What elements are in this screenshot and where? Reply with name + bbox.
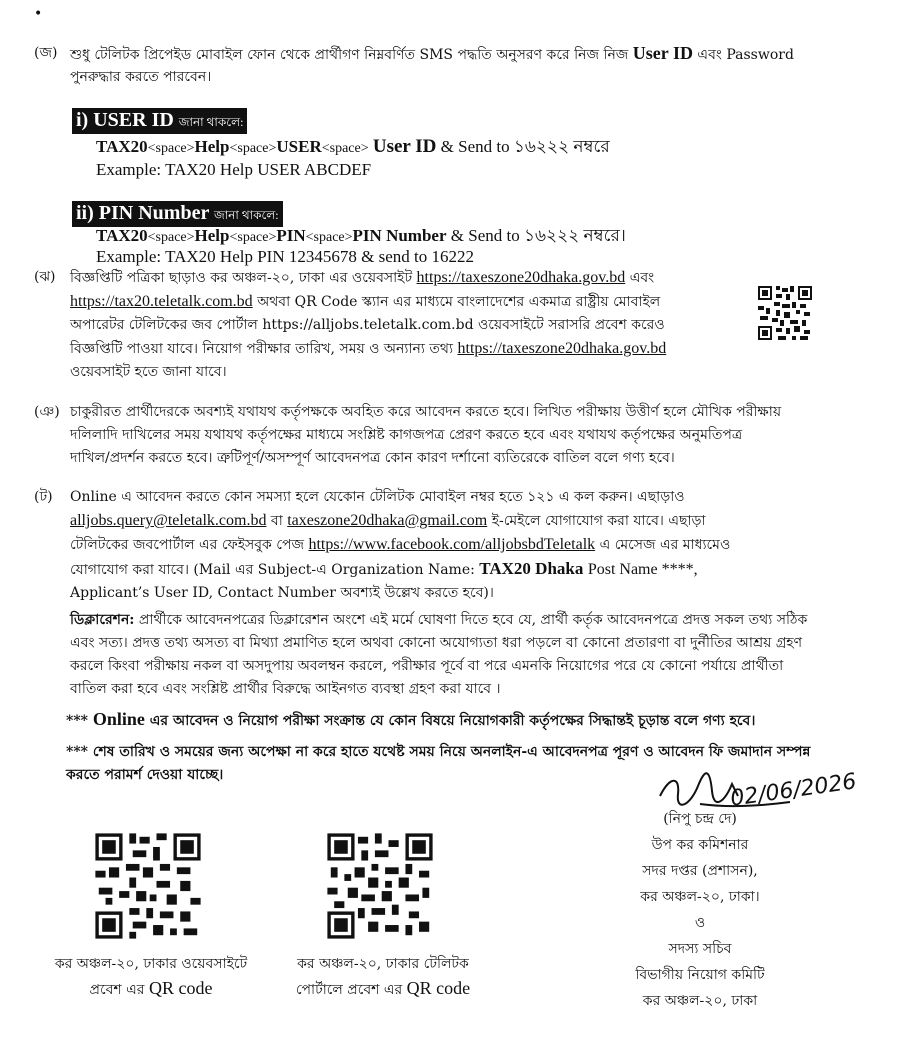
- qr-left-caption-2a: প্রবেশ এর: [89, 982, 145, 998]
- item-ja-text-3: পুনরুদ্ধার করতে পারবেন।: [70, 69, 212, 85]
- note-1-text: এর আবেদন ও নিয়োগ পরীক্ষা সংক্রান্ত যে কোন বিষয়ে নিয়োগকারী কর্তৃপক্ষের সিদ্ধান্তই চূড়ান্ত বলে গণ্য হবে।: [149, 713, 756, 729]
- item-ta-org: TAX20 Dhaka: [479, 559, 584, 578]
- cmd-help: Help: [194, 226, 230, 245]
- declaration-l2: এবং সত্য। প্রদত্ত তথ্য অসত্য বা মিথ্যা প্রমাণিত হলে অথবা কোনো অযোগ্যতা ধরা পড়লে বা কোনো প্রতারণা বা দুর্নীতির আশ্রয় গ্রহণ: [70, 635, 803, 651]
- item-ta-l3b: এ মেসেজ এর মাধ্যমেও: [599, 537, 731, 553]
- section-ii-heading: [72, 201, 283, 227]
- signatory-line-4: ও: [694, 915, 706, 931]
- section-ii-example: [96, 246, 474, 268]
- item-jha-t2: এবং: [629, 270, 655, 286]
- qr-code-teletalk[interactable]: [324, 830, 436, 942]
- item-ta-marker: (ট): [34, 489, 53, 505]
- cmd-space: <space>: [321, 141, 369, 156]
- website-link[interactable]: https://taxeszone20dhaka.gov.bd: [416, 269, 626, 286]
- cmd-send: & Send to ১৬২২২ নম্বরে।: [450, 226, 626, 245]
- cmd-help: Help: [194, 137, 230, 156]
- item-nya-l2: দলিলাদি দাখিলের সময় যথাযথ কর্তৃপক্ষের মাধ্যমে সংশ্লিষ্ট কাগজপত্র প্রেরণ করতে হবে এবং যথাযথ কর্তৃপক্ষের অনুমতিপত্র: [70, 427, 743, 443]
- example-label: Example:: [96, 247, 162, 266]
- qr-right-caption-2a: পোর্টালে প্রবেশ এর: [295, 982, 403, 998]
- cmd-space: <space>: [147, 141, 195, 156]
- section-i-heading-suffix: জানা থাকলে:: [178, 115, 244, 129]
- item-jha-marker: (ঝ): [34, 269, 56, 285]
- note-2-l2: করতে পরামর্শ দেওয়া যাচ্ছে।: [66, 767, 224, 783]
- facebook-link[interactable]: https://www.facebook.com/alljobsbdTeletalk: [308, 536, 596, 553]
- qr-left-caption-1: কর অঞ্চল-২০, ঢাকার ওয়েবসাইটে: [54, 956, 248, 972]
- signatory-line-3: কর অঞ্চল-২০, ঢাকা।: [640, 889, 760, 905]
- note-2-l1: শেষ তারিখ ও সময়ের জন্য অপেক্ষা না করে হাতে যথেষ্ট সময় নিয়ে অনলাইন-এ আবেদনপত্র পূরণ ও আবেদন ফি জমাদান সম্পন্ন: [92, 744, 811, 760]
- note-1-stars: ***: [66, 713, 88, 729]
- declaration-l4: বাতিল করা হবে এবং সংশ্লিষ্ট প্রার্থীর বিরুদ্ধে আইনগত ব্যবস্থা গ্রহণ করা যাবে ।: [70, 681, 501, 697]
- note-1-online: Online: [92, 709, 145, 729]
- section-i-example: [96, 159, 371, 181]
- item-ta-or: বা: [270, 513, 283, 529]
- website-link-2[interactable]: https://taxeszone20dhaka.gov.bd: [457, 340, 667, 357]
- declaration-l3: করলে কিংবা পরীক্ষায় নকল বা অসদুপায় অবলম্বন করলে, পরীক্ষার পূর্বে বা পরে এমনকি নিয়োগের পরে যে কোনো পর্যায়ে প্রার্থীতা: [70, 658, 784, 674]
- qr-code-small[interactable]: [756, 284, 814, 342]
- signatory-line-6: বিভাগীয় নিয়োগ কমিটি: [635, 967, 765, 983]
- signatory-line-5: সদস্য সচিব: [668, 941, 732, 957]
- qr-right-caption: [268, 952, 498, 1002]
- item-ta-text: [70, 486, 870, 605]
- qr-left-caption: [36, 952, 266, 1002]
- note-1: [66, 707, 886, 733]
- item-ja-text: [70, 42, 870, 88]
- signature-date: 02/06/2026: [728, 769, 858, 812]
- item-ta-l4a: যোগাযোগ করা যাবে। (Mail এর Subject-এ Organization Name:: [70, 562, 475, 578]
- item-ta-l1: Online এ আবেদন করতে কোন সমস্যা হলে যেকোন টেলিটক মোবাইল নম্বর হতে ১২১ এ কল করুন। এছাড়াও: [70, 489, 685, 505]
- cmd-space: <space>: [229, 230, 277, 245]
- declaration-l1: প্রার্থীকে আবেদনপত্রের ডিক্লারেশন অংশে এই মর্মে ঘোষণা দিতে হবে যে, প্রার্থী কর্তৃক আবেদনপত্রে প্রদত্ত সকল তথ্য সঠিক: [138, 612, 808, 628]
- item-jha-t1: বিজ্ঞপ্তিটি পত্রিকা ছাড়াও কর অঞ্চল-২০, ঢাকা এর ওয়েবসাইট: [70, 270, 413, 286]
- item-jha-t5: বিজ্ঞপ্তিটি পাওয়া যাবে। নিয়োগ পরীক্ষার তারিখ, সময় ও অন্যান্য তথ্য: [70, 341, 454, 357]
- bullet-dot: •: [34, 6, 43, 22]
- item-nya-l3: দাখিল/প্রদর্শন করতে হবে। ত্রুটিপূর্ণ/অসম্পূর্ণ আবেদনপত্র কোন কারণ দর্শানো ব্যতিরেকে বাতিল বলে গণ্য হবে।: [70, 450, 675, 466]
- note-2-stars: ***: [66, 744, 88, 760]
- item-jha-t6: ওয়েবসাইট হতে জানা যাবে।: [70, 364, 227, 380]
- email-taxes-link[interactable]: taxeszone20dhaka@gmail.com: [287, 512, 488, 529]
- item-nya-marker: (ঞ): [34, 404, 60, 420]
- item-ta-l3a: টেলিটকের জবপোর্টাল এর ফেইসবুক পেজ: [70, 537, 305, 553]
- item-ja-text-2: এবং Password: [697, 47, 794, 63]
- item-ja-text-1: শুধু টেলিটক প্রিপেইড মোবাইল ফোন থেকে প্রার্থীগণ নিম্নবর্ণিত SMS পদ্ধতি অনুসরণ করে নিজ নিজ: [70, 47, 629, 63]
- example-label: Example:: [96, 160, 162, 179]
- item-ta-l5: Applicant’s User ID, Contact Number অবশ্যই উল্লেখ করতে হবে)।: [70, 585, 494, 601]
- item-ta-l2b: ই-মেইলে যোগাযোগ করা যাবে। এছাড়া: [491, 513, 706, 529]
- section-i-command: [96, 136, 856, 160]
- cmd-userid: User ID: [372, 136, 437, 157]
- cmd-user: USER: [276, 137, 322, 156]
- item-ja-userid: User ID: [632, 43, 693, 63]
- signatory-name: (নিপু চন্দ্র দে): [663, 811, 737, 827]
- section-i-heading-title: i) USER ID: [76, 109, 174, 131]
- item-jha-t4: অপারেটর টেলিটকের জব পোর্টাল https://alljobs.teletalk.com.bd ওয়েবসাইটে সরাসরি প্রবেশ করেও: [70, 317, 665, 333]
- item-nya-text: [70, 401, 870, 470]
- signatory-line-2: সদর দপ্তর (প্রশাসন),: [642, 863, 758, 879]
- signature-block: [600, 806, 800, 1014]
- item-ja-marker: (জ): [34, 45, 58, 61]
- section-ii-heading-suffix: জানা থাকলে:: [213, 208, 279, 222]
- signatory-line-1: উপ কর কমিশনার: [651, 837, 749, 853]
- example-value: TAX20 Help USER ABCDEF: [165, 160, 372, 179]
- email-teletalk-link[interactable]: alljobs.query@teletalk.com.bd: [70, 512, 267, 529]
- item-nya-l1: চাকুরীরত প্রার্থীদেরকে অবশ্যই যথাযথ কর্তৃপক্ষকে অবহিত করে আবেদন করতে হবে। লিখিত পরীক্ষায় উত্তীর্ণ হলে মৌখিক পরীক্ষায়: [70, 404, 782, 420]
- item-ta-l4c: Post Name ****,: [587, 561, 698, 578]
- cmd-pin: PIN: [276, 226, 306, 245]
- qr-right-caption-1: কর অঞ্চল-২০, ঢাকার টেলিটক: [297, 956, 469, 972]
- cmd-pin-number: PIN Number: [352, 226, 447, 245]
- section-ii-heading-title: ii) PIN Number: [76, 202, 209, 224]
- item-jha-t3: অথবা QR Code স্ক্যান এর মাধ্যমে বাংলাদেশের একমাত্র রাষ্ট্রীয় মোবাইল: [257, 294, 661, 310]
- cmd-prefix: TAX20: [96, 226, 148, 245]
- signatory-line-7: কর অঞ্চল-২০, ঢাকা: [642, 993, 758, 1009]
- qr-code-website[interactable]: [92, 830, 204, 942]
- example-value: TAX20 Help PIN 12345678 & send to 16222: [165, 247, 474, 266]
- qr-right-caption-2b: QR code: [406, 978, 471, 998]
- cmd-send: & Send to ১৬২২২ নম্বরে: [440, 137, 610, 156]
- qr-left-caption-2b: QR code: [148, 978, 213, 998]
- declaration-label: ডিক্লারেশন:: [70, 612, 135, 628]
- teletalk-link[interactable]: https://tax20.teletalk.com.bd: [70, 293, 253, 310]
- cmd-prefix: TAX20: [96, 137, 148, 156]
- cmd-space: <space>: [147, 230, 195, 245]
- item-jha-text: [70, 266, 750, 384]
- declaration-text: [70, 609, 870, 701]
- cmd-space: <space>: [229, 141, 277, 156]
- cmd-space: <space>: [305, 230, 353, 245]
- section-i-heading: [72, 108, 247, 134]
